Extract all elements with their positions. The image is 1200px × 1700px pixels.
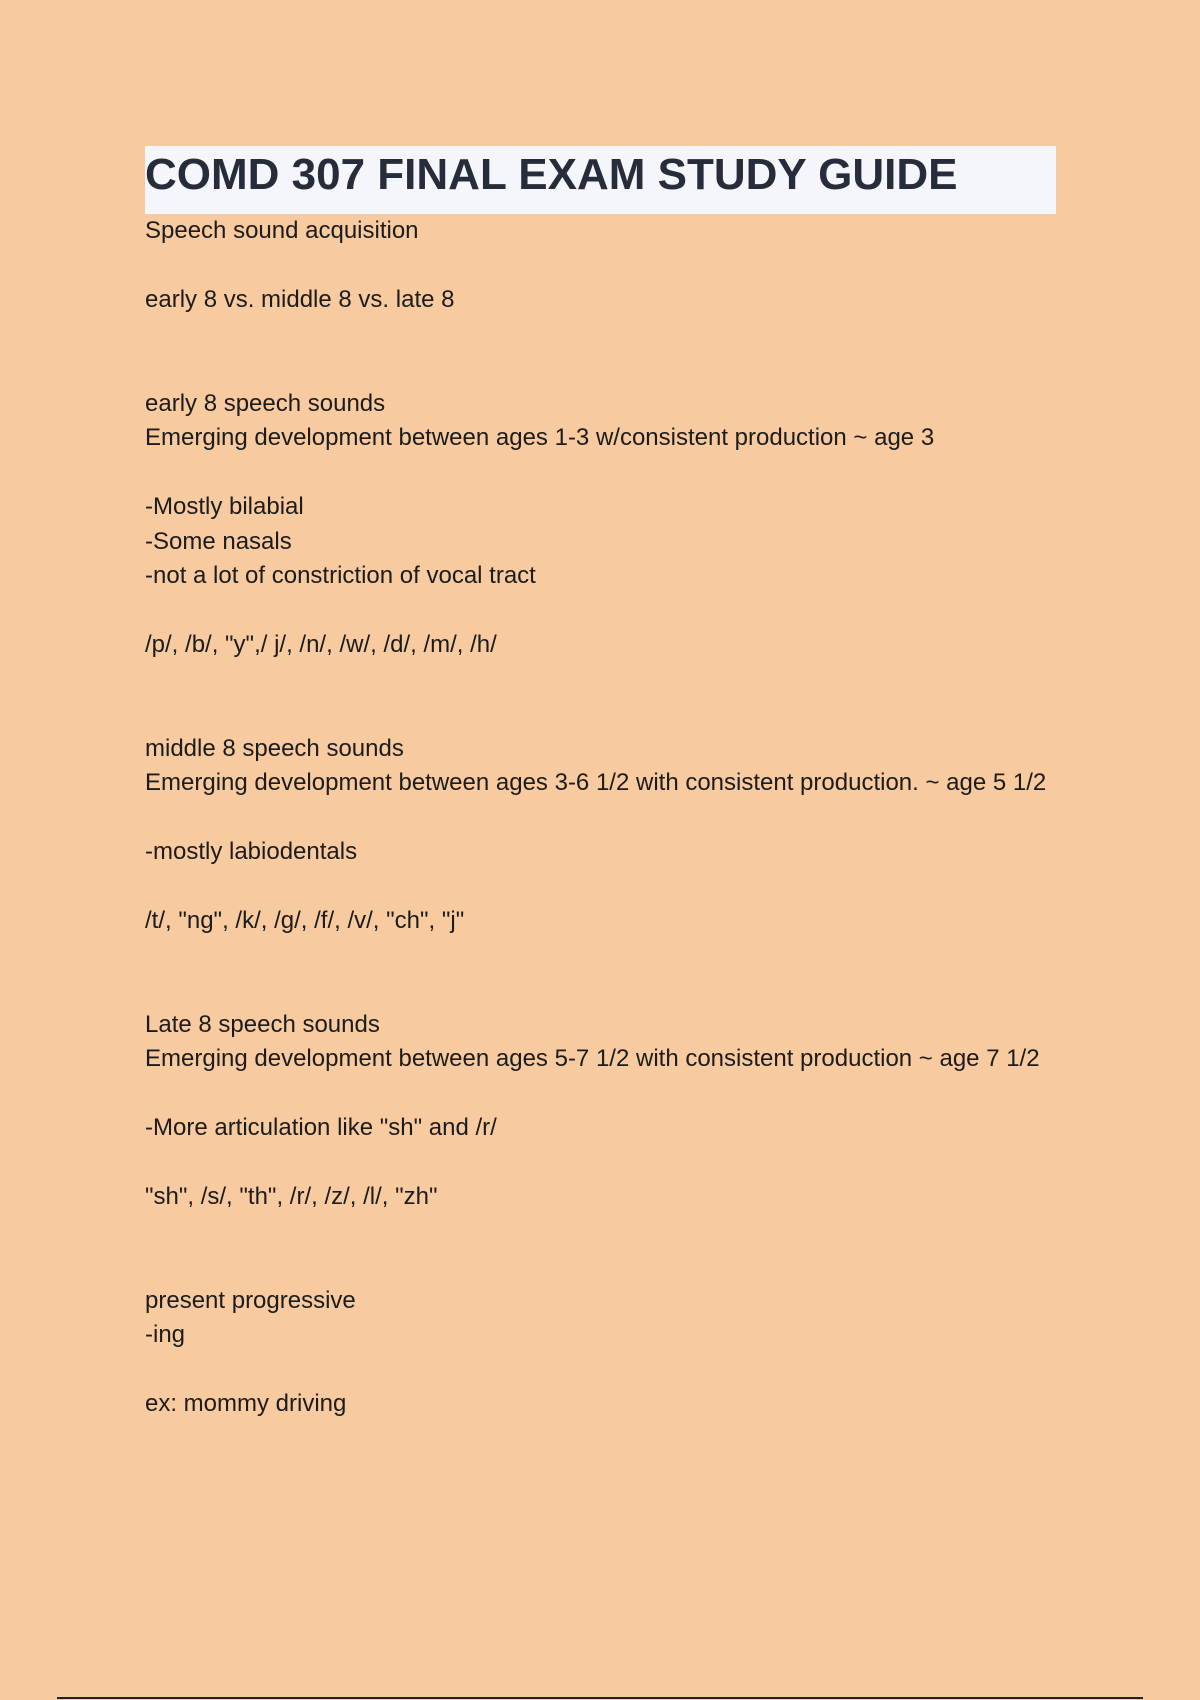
late-sounds: "sh", /s/, "th", /r/, /z/, /l/, "zh" — [145, 1183, 438, 1210]
early-bullet-3: -not a lot of constriction of vocal tract — [145, 562, 536, 589]
early-bullet-2: -Some nasals — [145, 527, 292, 555]
late-description: Emerging development between ages 5-7 1/2 with consistent production ~ age 7 1/2 — [145, 1045, 1040, 1072]
middle-bullet-1: -mostly labiodentals — [145, 838, 358, 865]
section-heading-speech-sound-acquisition: Speech sound acquisition — [145, 217, 419, 244]
late-heading: Late 8 speech sounds — [145, 1010, 380, 1038]
middle-sounds: /t/, "ng", /k/, /g/, /f/, /v/, "ch", "j" — [145, 907, 465, 934]
middle-heading: middle 8 speech sounds — [145, 734, 404, 762]
progressive-suffix: -ing — [145, 1321, 186, 1348]
progressive-example: ex: mommy driving — [145, 1390, 347, 1417]
early-heading: early 8 speech sounds — [145, 389, 386, 417]
late-bullet-1: -More articulation like "sh" and /r/ — [145, 1114, 497, 1141]
document-page — [145, 146, 1055, 1422]
progressive-heading: present progressive — [145, 1286, 356, 1314]
early-sounds: /p/, /b/, "y",/ j/, /n/, /w/, /d/, /m/, /h/ — [145, 631, 497, 658]
page-bottom-rule — [57, 1697, 1143, 1699]
section-subheading: early 8 vs. middle 8 vs. late 8 — [145, 286, 455, 313]
middle-description: Emerging development between ages 3-6 1/2 with consistent production. ~ age 5 1/2 — [145, 769, 1047, 796]
early-description: Emerging development between ages 1-3 w/consistent production ~ age 3 — [145, 424, 935, 451]
document-title: COMD 307 FINAL EXAM STUDY GUIDE — [145, 150, 958, 199]
early-bullet-1: -Mostly bilabial — [145, 493, 304, 520]
title-highlight — [145, 146, 1056, 214]
